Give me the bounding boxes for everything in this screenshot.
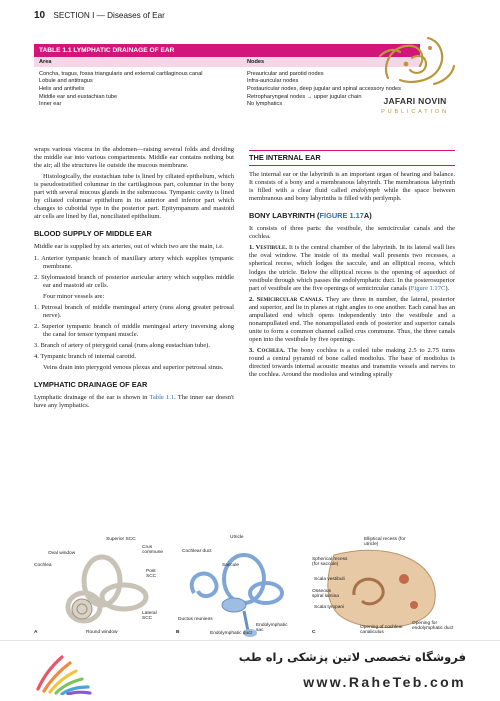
cell-area: Inner ear xyxy=(39,101,62,108)
heading-blood-supply: BLOOD SUPPLY OF MIDDLE EAR xyxy=(34,229,152,239)
cell-area: Helix and antihelix xyxy=(39,85,85,92)
figure-ref-link[interactable]: FIGURE 1.17 xyxy=(319,211,364,221)
paragraph-cochlea xyxy=(249,347,455,379)
label-endolymphatic-sac: Endolymphatic sac xyxy=(256,623,288,633)
store-url[interactable]: www.RaheTeb.com xyxy=(303,674,466,690)
logo-subtitle: PUBLICATION xyxy=(381,109,449,115)
heading-internal-ear: THE INTERNAL EAR xyxy=(249,150,455,166)
section-title: SECTION I — Diseases of Ear xyxy=(53,11,165,20)
list-item: 1. Anterior tympanic branch of maxillary artery which supplies tympanic membrane. xyxy=(34,254,234,270)
run-in-head: 2. Semicircular Canals. xyxy=(249,295,324,303)
cell-nodes: Infra-auricular nodes xyxy=(247,78,299,85)
label-utricle: Utricle xyxy=(230,535,244,540)
label-post-scc: Post SCC xyxy=(146,569,157,579)
table-title: TABLE 1.1 LYMPHATIC DRAINAGE OF EAR xyxy=(34,44,420,57)
paragraph: Four minor vessels are: xyxy=(43,292,105,300)
store-name: فروشگاه تخصصی لاتین پزشکی راه طب xyxy=(238,650,466,664)
paragraph: It consists of three parts: the vestibule, the semicircular canals and the cochlea. xyxy=(249,225,455,241)
paragraph: wraps various viscera in the abdomen—raising several folds and dividing the middle ear into various compartments. Middle ear contains nothing but the air; all the structures lie outside the mucous membrane. xyxy=(34,146,234,170)
store-banner xyxy=(0,640,500,701)
label-panel-b: B xyxy=(176,630,180,635)
cell-nodes: Preauricular and parotid nodes xyxy=(247,70,324,77)
label-saccule: Saccule xyxy=(222,563,240,568)
paragraph xyxy=(249,171,455,203)
logo-name: JAFARI NOVIN xyxy=(383,96,447,106)
left-column xyxy=(34,146,234,413)
run-in-head: 3. Cochlea. xyxy=(249,346,285,354)
label-crus-commune: Crus commune xyxy=(142,545,164,555)
heading-bony-labyrinth xyxy=(249,212,455,220)
figure-labyrinth xyxy=(34,535,464,639)
list-item: 4. Tympanic branch of internal carotid. xyxy=(34,352,137,360)
cell-area: Lobule and antitragus xyxy=(39,78,93,85)
label-endolymphatic-duct: Endolymphatic duct xyxy=(210,631,252,636)
label-lateral-scc: Lateral SCC xyxy=(142,611,157,621)
text-run: It is the central chamber of the labyrinth. In its lateral wall lies the oval window. The inside of its medial wall presents two recesses, a spherical recess, which lodges the saccule, and an elliptical recess, which lodges the utricle. Below the elliptical recess is the opening of aqueduct of vestibule through which passes the endolymphatic duct. In the posterosuperior part of vestibule are the five openings of semicircular canals ( xyxy=(249,244,455,292)
list-item: 3. Branch of artery of pterygoid canal (runs along eustachian tube). xyxy=(34,341,210,349)
col-area-header: Area xyxy=(39,59,52,65)
label-cochlear-duct: Cochlear duct xyxy=(182,549,212,554)
text-run: ). xyxy=(445,284,450,292)
label-panel-c: C xyxy=(312,630,316,635)
paragraph-canals xyxy=(249,296,455,344)
col-nodes-header: Nodes xyxy=(247,59,265,65)
heading-text: BONY LABYRINTH ( xyxy=(249,211,320,221)
paragraph: Middle ear is supplied by six arteries, out of which two are the main, i.e. xyxy=(34,243,224,251)
label-oval-window: Oval window xyxy=(48,551,76,556)
heading-lymphatic: LYMPHATIC DRAINAGE OF EAR xyxy=(34,380,148,390)
list-item: 2. Stylomastoid branch of posterior auricular artery which supplies middle ear and mastoid air cells. xyxy=(34,273,234,289)
paragraph: Veins drain into pterygoid venous plexus and superior petrosal sinus. xyxy=(43,364,224,372)
list-item: 1. Petrosal branch of middle meningeal artery (runs along greater petrosal nerve). xyxy=(34,303,234,319)
table-ref-link[interactable]: Table 1.1 xyxy=(149,394,175,402)
raheteb-logo-icon xyxy=(32,649,92,695)
paragraph xyxy=(34,394,234,410)
label-cochlea: Cochlea xyxy=(34,563,52,568)
text-run: The internal ear or the labyrinth is an important organ of hearing and balance. It consists of a bony and a membranous labyrinth. The membranous labyrinth is filled with a clear fluid called xyxy=(249,171,455,195)
label-round-window: Round window xyxy=(86,630,118,635)
text-run: The bony cochlea is a coiled tube making 2.5 to 2.75 turns round a central pyramid of bone called modiolus. The base of modiolus is directed towards internal acoustic meatus and transmits vessels and nerves to the cochlea. Around the modiolus and winding spirally xyxy=(249,346,455,379)
cell-nodes: Retropharyngeal nodes → upper jugular chain xyxy=(247,93,362,100)
text-run: . The inner ear doesn't have any lymphatics. xyxy=(34,394,234,410)
running-header xyxy=(34,10,165,21)
label-panel-a: A xyxy=(34,630,38,635)
cell-nodes: Postauricular nodes, deep jugular and spinal accessory nodes xyxy=(247,85,401,92)
text-run: Lymphatic drainage of the ear is shown in xyxy=(34,394,150,402)
cell-area: Concha, tragus, fossa triangularis and external cartilaginous canal xyxy=(39,70,203,77)
label-ductus-reuniens: Ductus reuniens xyxy=(178,617,213,622)
publisher-logo xyxy=(360,26,470,130)
label-spherical-recess: Spherical recess (for saccule) xyxy=(312,557,348,567)
label-scala-vestibuli: Scala vestibuli xyxy=(314,577,345,582)
list-item: 2. Superior tympanic branch of middle meningeal artery traversing along the canal for tensor tympani muscle. xyxy=(34,322,234,338)
text-run: They are three in number, the lateral, posterior and superior, and lie in planes at right angles to one another. Each canal has an ampullated end which opens independently into the vestibule and a nonampullated end. The nonampullated ends of posterior and superior canals unite to form a common channel called crus commune. Thus, the three canals open into the vestibule by five openings. xyxy=(249,295,455,343)
cell-area: Middle ear and eustachian tube xyxy=(39,93,118,100)
run-in-head: 1. Vestibule. xyxy=(249,244,288,252)
logo-emblem-icon xyxy=(360,26,470,96)
label-osseous-lamina: Osseous spiral lamina xyxy=(312,589,339,599)
label-opening-cochlear: Opening of cochlear canaliculus xyxy=(360,625,403,635)
right-column xyxy=(249,150,455,382)
paragraph: Histologically, the eustachian tube is lined by ciliated epithelium, which is pseudostratified columnar in the cartilaginous part, columnar in the bony part with several mucous glands in the submucosa. Tympanic cavity is lined by ciliated columnar epithelium in its anterior and inferior part which changes to cuboidal type in the posterior part. Epitympanum and mastoid air cells are lined by flat, nonciliated epithelium. xyxy=(34,173,234,221)
label-elliptical-recess: Elliptical recess (for utricle) xyxy=(364,537,406,547)
term-endolymph: endolymph xyxy=(351,187,380,195)
cell-nodes: No lymphatics xyxy=(247,101,283,108)
label-scala-tympani: Scala tympani xyxy=(314,605,345,610)
labyrinth-illustration xyxy=(34,535,464,639)
text-run: while the space between membranous and bony labyrinths is filled with perilymph. xyxy=(249,187,455,203)
figure-ref-link[interactable]: Figure 1.17C xyxy=(410,284,446,292)
page-number: 10 xyxy=(34,10,46,21)
label-superior-scc: Superior SCC xyxy=(106,537,136,542)
label-opening-endo: Opening for endolymphatic duct xyxy=(412,621,454,631)
paragraph-vestibule xyxy=(249,244,455,292)
heading-text: A) xyxy=(363,211,372,221)
